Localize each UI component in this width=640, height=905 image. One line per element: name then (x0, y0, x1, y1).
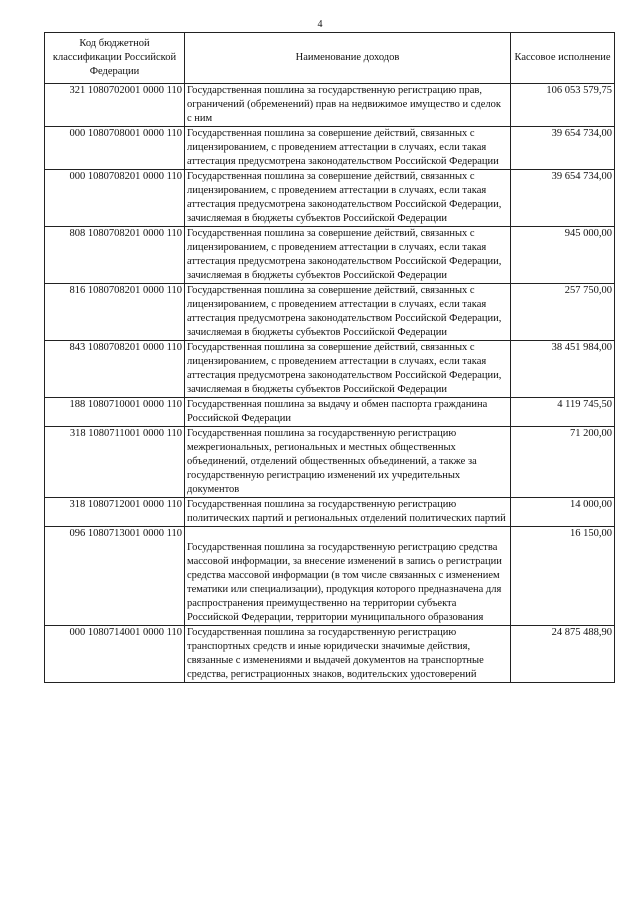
table-body (45, 84, 615, 683)
row-name: Государственная пошлина за выдачу и обмен паспорта гражданина Российской Федерации (185, 398, 511, 427)
table-row (45, 626, 615, 683)
row-code: 318 1080711001 0000 110 (45, 427, 185, 498)
row-code: 000 1080708001 0000 110 (45, 127, 185, 170)
row-name: Государственная пошлина за государственную регистрацию средства массовой информации, за внесение изменений в запись о регистрации средства массовой информации (в том числе связанных с изменением тематики или специализации), продукция которого предназначена для распространения преимущественно на территории субъекта Российской Федерации, территории муниципального образования (185, 527, 511, 626)
row-name: Государственная пошлина за совершение действий, связанных с лицензированием, с проведением аттестации в случаях, если такая аттестация предусмотрена законодательством Российской Федерации, зачисляемая в бюджеты субъектов Российской Федерации (185, 341, 511, 398)
table-row (45, 398, 615, 427)
row-name: Государственная пошлина за государственную регистрацию транспортных средств и иные юридически значимые действия, связанные с изменениями и выдачей документов на транспортные средства, регистрационных знаков, водительских удостоверений (185, 626, 511, 683)
row-amount: 4 119 745,50 (511, 398, 615, 427)
row-code: 321 1080702001 0000 110 (45, 84, 185, 127)
row-amount: 38 451 984,00 (511, 341, 615, 398)
row-amount: 14 000,00 (511, 498, 615, 527)
row-code: 000 1080714001 0000 110 (45, 626, 185, 683)
table-row (45, 527, 615, 626)
table-row (45, 284, 615, 341)
page-number: 4 (317, 19, 323, 30)
row-amount: 39 654 734,00 (511, 170, 615, 227)
row-amount: 106 053 579,75 (511, 84, 615, 127)
row-code: 096 1080713001 0000 110 (45, 527, 185, 626)
table-row (45, 227, 615, 284)
row-name: Государственная пошлина за государственную регистрацию межрегиональных, региональных и местных общественных объединений, отделений общественных объединений, а также за государственную регистрацию изменений их учредительных документов (185, 427, 511, 498)
row-amount: 39 654 734,00 (511, 127, 615, 170)
table-row (45, 127, 615, 170)
row-name: Государственная пошлина за совершение действий, связанных с лицензированием, с проведением аттестации в случаях, если такая аттестация предусмотрена законодательством Российской Федерации, зачисляемая в бюджеты субъектов Российской Федерации (185, 227, 511, 284)
row-code: 843 1080708201 0000 110 (45, 341, 185, 398)
row-name: Государственная пошлина за совершение действий, связанных с лицензированием, с проведением аттестации в случаях, если такая аттестация предусмотрена законодательством Российской Федерации, зачисляемая в бюджеты субъектов Российской Федерации (185, 170, 511, 227)
row-code: 188 1080710001 0000 110 (45, 398, 185, 427)
row-code: 808 1080708201 0000 110 (45, 227, 185, 284)
revenue-table (44, 32, 615, 683)
table-row (45, 427, 615, 498)
table-row (45, 498, 615, 527)
row-amount: 24 875 488,90 (511, 626, 615, 683)
table-row (45, 84, 615, 127)
row-amount: 945 000,00 (511, 227, 615, 284)
row-name: Государственная пошлина за государственную регистрацию политических партий и региональных отделений политических партий (185, 498, 511, 527)
row-amount: 257 750,00 (511, 284, 615, 341)
row-name: Государственная пошлина за совершение действий, связанных с лицензированием, с проведением аттестации в случаях, если такая аттестация предусмотрена законодательством Российской Федерации, зачисляемая в бюджеты субъектов Российской Федерации (185, 284, 511, 341)
row-name: Государственная пошлина за совершение действий, связанных с лицензированием, с проведением аттестации в случаях, если такая аттестация предусмотрена законодательством Российской Федерации (185, 127, 511, 170)
header-code: Код бюджетной классификации Российской Федерации (45, 33, 185, 84)
header-name: Наименование доходов (185, 33, 511, 84)
row-name: Государственная пошлина за государственную регистрацию прав, ограничений (обременений) прав на недвижимое имущество и сделок с ним (185, 84, 511, 127)
table-header-row (45, 33, 615, 84)
row-code: 318 1080712001 0000 110 (45, 498, 185, 527)
row-code: 000 1080708201 0000 110 (45, 170, 185, 227)
header-amount: Кассовое исполнение (511, 33, 615, 84)
table-row (45, 341, 615, 398)
row-amount: 16 150,00 (511, 527, 615, 626)
table-row (45, 170, 615, 227)
row-amount: 71 200,00 (511, 427, 615, 498)
row-code: 816 1080708201 0000 110 (45, 284, 185, 341)
